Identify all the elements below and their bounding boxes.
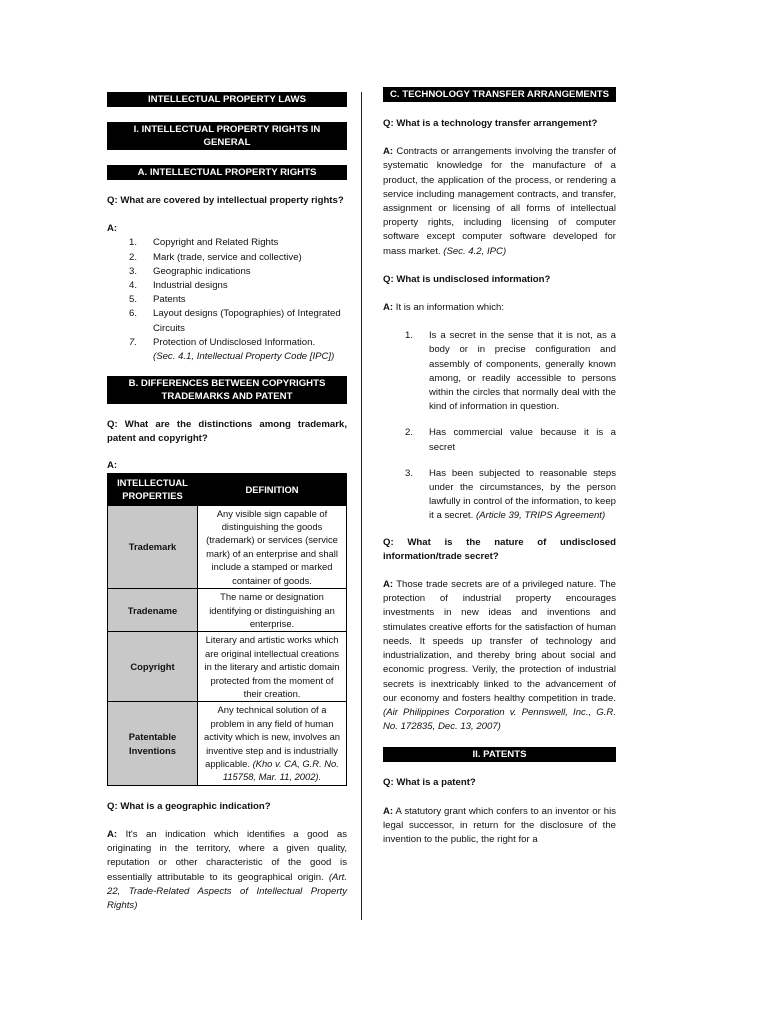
list-text: Mark (trade, service and collective) [153, 251, 302, 263]
definition-citation: (Kho v. CA, G.R. No. 115758, Mar. 11, 2002). [222, 757, 339, 783]
list-item [107, 279, 347, 293]
answer-text: It is an information which: [395, 302, 505, 314]
list-number: 2. [405, 427, 414, 439]
answer-label: A: [383, 805, 394, 817]
subsection-heading-differences: B. DIFFERENCES BETWEEN COPYRIGHTS TRADEMARKS AND PATENT [107, 376, 347, 404]
subsection-heading-ipr: A. INTELLECTUAL PROPERTY RIGHTS [107, 165, 347, 180]
answer-geographic-indication [107, 828, 347, 913]
question-covered-ipr: Q: What are covered by intellectual property rights? [107, 195, 344, 206]
table-cell-term: Copyright [108, 632, 198, 702]
answer-nature-trade-secret [383, 578, 616, 734]
list-number: 1. [129, 237, 138, 249]
answer-label: A: [107, 828, 118, 840]
table-cell-definition [198, 589, 347, 632]
citation-trips: (Art. 22, Trade-Related Aspects of Intellectual Property Rights) [107, 871, 347, 911]
list-text: Protection of Undisclosed Information. [153, 336, 316, 348]
table-cell-definition [198, 632, 347, 702]
question-patent: Q: What is a patent? [383, 777, 476, 789]
answer-text: Contracts or arrangements involving the transfer of systematic knowledge for the manufacture of a product, the application of the process, or rendering a service including management contracts, and transfer, assignment or licensing of all forms of intellectual property rights, including licensing of computer software except computer software developed for mass market. [383, 146, 616, 257]
question-nature-trade-secret: Q: What is the nature of undisclosed information/trade secret? [383, 536, 616, 562]
list-text: Has been subjected to reasonable steps under the circumstances, by the person lawfully in control of the information, to keep it a secret. [429, 467, 616, 522]
definition-text: Any technical solution of a problem in any field of human activity which is new, involves an inventive step and is industrially applicable. [204, 704, 340, 769]
list-item [107, 265, 347, 279]
list-text: Is a secret in the sense that it is not, as a body or in precise configuration and assembly of components, generally known among, or readily accessible to persons within the circles that normally deal with the kind of information in question. [429, 330, 616, 413]
title-bar: INTELLECTUAL PROPERTY LAWS [107, 92, 347, 107]
list-item [107, 236, 347, 250]
table-cell-definition [198, 702, 347, 785]
question-undisclosed-information: Q: What is undisclosed information? [383, 273, 551, 285]
list-citation: (Article 39, TRIPS Agreement) [475, 510, 606, 522]
list-text: Geographic indications [153, 265, 251, 277]
list-item [107, 251, 347, 265]
table-header-definition: DEFINITION [198, 473, 347, 505]
answer-label: A: [383, 302, 394, 314]
list-number: 5. [129, 294, 138, 306]
answer-text: Those trade secrets are of a privileged nature. The protection of industrial property encourages investments in new ideas and inventions and stimulates creative efforts for the satisfaction of human needs. It speeds up transfer of technology and industrialization, and thereby bring about social and economic progress. Verily, the protection of industrial secrets is inextricably linked to the advancement of our economy and fosters healthy competition in trade. [383, 579, 616, 704]
list-item [107, 307, 347, 335]
undisclosed-list [383, 329, 616, 523]
list-text: Layout designs (Topographies) of Integrated Circuits [153, 308, 341, 334]
answer-label: A: [383, 146, 394, 158]
list-text: Patents [153, 294, 186, 306]
list-text: Copyright and Related Rights [153, 237, 279, 249]
list-number: 2. [129, 251, 138, 263]
table-row [108, 505, 347, 588]
list-item [383, 329, 616, 414]
list-number: 7. [129, 336, 138, 348]
table-header-properties: INTELLECTUAL PROPERTIES [108, 473, 198, 505]
definition-text: The name or designation identifying or distinguishing an enterprise. [209, 591, 335, 629]
table-cell-term: Patentable Inventions [108, 702, 198, 785]
table-cell-term: Tradename [108, 589, 198, 632]
list-number: 3. [405, 467, 414, 479]
subsection-heading-technology-transfer: C. TECHNOLOGY TRANSFER ARRANGEMENTS [383, 87, 616, 102]
citation-ipc: (Sec. 4.1, Intellectual Property Code [IPC]) [153, 351, 335, 363]
section-heading-patents: II. PATENTS [383, 747, 616, 762]
answer-text: A statutory grant which confers to an inventor or his legal successor, in return for the disclosure of the invention to the public, the right for a [383, 805, 616, 845]
answer-text: It's an indication which identifies a good as originating in the territory, where a given quality, reputation or other characteristic of the good is essentially attributable to its geographical origin. [107, 828, 347, 883]
table-cell-definition [198, 505, 347, 588]
list-item [383, 426, 616, 454]
list-item [107, 293, 347, 307]
list-number: 3. [129, 265, 138, 277]
question-distinctions: Q: What are the distinctions among trademark, patent and copyright? [107, 419, 347, 445]
list-number: 4. [129, 280, 138, 292]
distinctions-table [107, 473, 347, 786]
question-geographic-indication: Q: What is a geographic indication? [107, 800, 271, 812]
list-item [107, 336, 347, 350]
list-text: Industrial designs [153, 280, 228, 292]
answer-patent [383, 805, 616, 848]
table-row [108, 702, 347, 785]
answer-label: A: [107, 223, 118, 235]
table-cell-term: Trademark [108, 505, 198, 588]
definition-text: Literary and artistic works which are original intellectual creations in the literary and artistic domain protected from the moment of their creation. [204, 634, 340, 699]
list-number: 1. [405, 330, 414, 342]
citation-sec-4-2: (Sec. 4.2, IPC) [443, 245, 507, 257]
answer-technology-transfer [383, 145, 616, 259]
question-technology-transfer: Q: What is a technology transfer arrangement? [383, 118, 598, 129]
list-text: Has commercial value because it is a secret [429, 427, 616, 453]
citation-air-philippines: (Air Philippines Corporation v. Pennswell, Inc., G.R. No. 172835, Dec. 13, 2007) [383, 706, 616, 733]
answer-label: A: [107, 459, 118, 471]
list-number: 6. [129, 308, 138, 320]
ipr-list [107, 236, 347, 350]
left-column [107, 86, 347, 913]
right-column [383, 86, 616, 847]
column-divider [361, 92, 362, 920]
section-heading-ipr-general: I. INTELLECTUAL PROPERTY RIGHTS IN GENERAL [107, 122, 347, 150]
table-row [108, 589, 347, 632]
answer-undisclosed-information [383, 301, 616, 315]
answer-label: A: [383, 579, 394, 591]
table-row [108, 632, 347, 702]
list-item [383, 467, 616, 524]
definition-text: Any visible sign capable of distinguishing the goods (trademark) or services (service mark) of an enterprise and shall include a stamped or marked container of goods. [206, 507, 338, 586]
